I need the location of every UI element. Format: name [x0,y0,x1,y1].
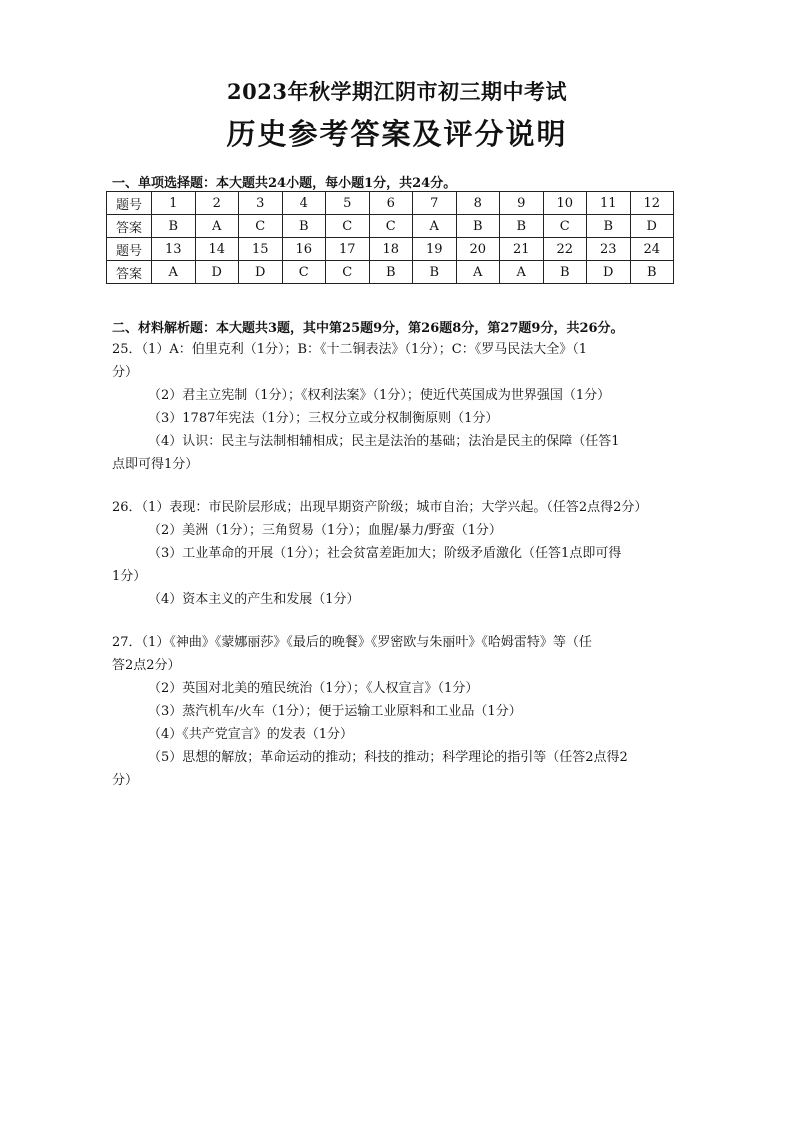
q27-line5: （5）思想的解放；革命运动的推动；科技的推动；科学理论的指引等（任答2点得2 [148,750,628,765]
table-cell: D [587,261,631,284]
section1-heading: 一、单项选择题：本大题共24小题，每小题1分，共24分。 [112,176,457,191]
table-cell: B [587,215,631,238]
table-cell: 4 [282,192,326,215]
table-cell: C [369,215,413,238]
table-cell: 23 [587,238,631,261]
table-cell: D [630,215,674,238]
q27-line2: （2）英国对北美的殖民统治（1分）；《人权宣言》（1分） [148,681,479,696]
table-cell: 1 [152,192,196,215]
table-cell: B [630,261,674,284]
table-cell: 10 [543,192,587,215]
table-cell: 14 [195,238,239,261]
table-cell: 2 [195,192,239,215]
exam-title: 2023年秋学期江阴市初三期中考试 [227,79,567,104]
answer-table [106,191,674,284]
table-cell: 17 [326,238,370,261]
table-cell: B [456,215,500,238]
table-cell: B [369,261,413,284]
table-cell: C [239,215,283,238]
table-cell: A [152,261,196,284]
q27-line1-cont: 答2点2分） [112,658,181,673]
table-cell: B [500,215,544,238]
table-cell: 6 [369,192,413,215]
q26-line4: （4）资本主义的产生和发展（1分） [148,592,360,607]
answer-table-row [107,215,674,238]
row-label: 答案 [107,261,152,284]
table-cell: 7 [413,192,457,215]
question-27 [112,631,690,792]
question-25 [112,338,690,476]
row-label: 题号 [107,192,152,215]
q27-line4: （4）《共产党宣言》的发表（1分） [148,727,354,742]
q25-line1-cont: 分） [112,365,139,380]
table-cell: C [326,215,370,238]
q27-line5-cont: 分） [112,773,139,788]
table-cell: 21 [500,238,544,261]
row-label: 答案 [107,215,152,238]
answer-table-row [107,261,674,284]
table-cell: 20 [456,238,500,261]
q25-line2: （2）君主立宪制（1分）；《权利法案》（1分）；使近代英国成为世界强国（1分） [148,388,611,403]
table-cell: 5 [326,192,370,215]
section2-heading: 二、材料解析题：本大题共3题，其中第25题9分，第26题8分，第27题9分，共26分。 [112,321,624,336]
q25-line1: 25．（1）A：伯里克利（1分）；B：《十二铜表法》（1分）；C：《罗马民法大全》（1 [112,342,588,357]
table-cell: C [326,261,370,284]
table-cell: 15 [239,238,283,261]
table-cell: 16 [282,238,326,261]
table-cell: A [413,215,457,238]
q27-line1: 27．（1）《神曲》《蒙娜丽莎》《最后的晚餐》《罗密欧与朱丽叶》《哈姆雷特》等（任 [112,635,592,650]
table-cell: A [456,261,500,284]
table-cell: 13 [152,238,196,261]
table-cell: C [282,261,326,284]
table-cell: 24 [630,238,674,261]
q26-line3: （3）工业革命的开展（1分）；社会贫富差距加大；阶级矛盾激化（任答1点即可得 [148,546,622,561]
table-cell: B [282,215,326,238]
table-cell: B [152,215,196,238]
table-cell: D [195,261,239,284]
table-cell: B [543,261,587,284]
table-cell: 18 [369,238,413,261]
q25-line3: （3）1787年宪法（1分）；三权分立或分权制衡原则（1分） [148,411,499,426]
table-cell: C [543,215,587,238]
q27-line3: （3）蒸汽机车/火车（1分）；便于运输工业原料和工业品（1分） [148,704,522,719]
table-cell: A [195,215,239,238]
table-cell: D [239,261,283,284]
row-label: 题号 [107,238,152,261]
q25-line4: （4）认识：民主与法制相辅相成；民主是法治的基础；法治是民主的保障（任答1 [148,434,620,449]
table-cell: A [500,261,544,284]
table-cell: 22 [543,238,587,261]
table-cell: 11 [587,192,631,215]
table-cell: B [413,261,457,284]
table-cell: 19 [413,238,457,261]
answer-table-row [107,192,674,215]
q26-line1: 26．（1）表现：市民阶层形成；出现早期资产阶级；城市自治；大学兴起。（任答2点得2分） [112,500,648,515]
table-cell: 8 [456,192,500,215]
document-subtitle: 历史参考答案及评分说明 [226,117,568,151]
answer-table-row [107,238,674,261]
table-cell: 9 [500,192,544,215]
q26-line3-cont: 1分） [112,569,147,584]
q25-line4-cont: 点即可得1分） [112,457,199,472]
table-cell: 3 [239,192,283,215]
q26-line2: （2）美洲（1分）；三角贸易（1分）；血腥/暴力/野蛮（1分） [148,523,502,538]
table-cell: 12 [630,192,674,215]
question-26 [112,496,690,611]
